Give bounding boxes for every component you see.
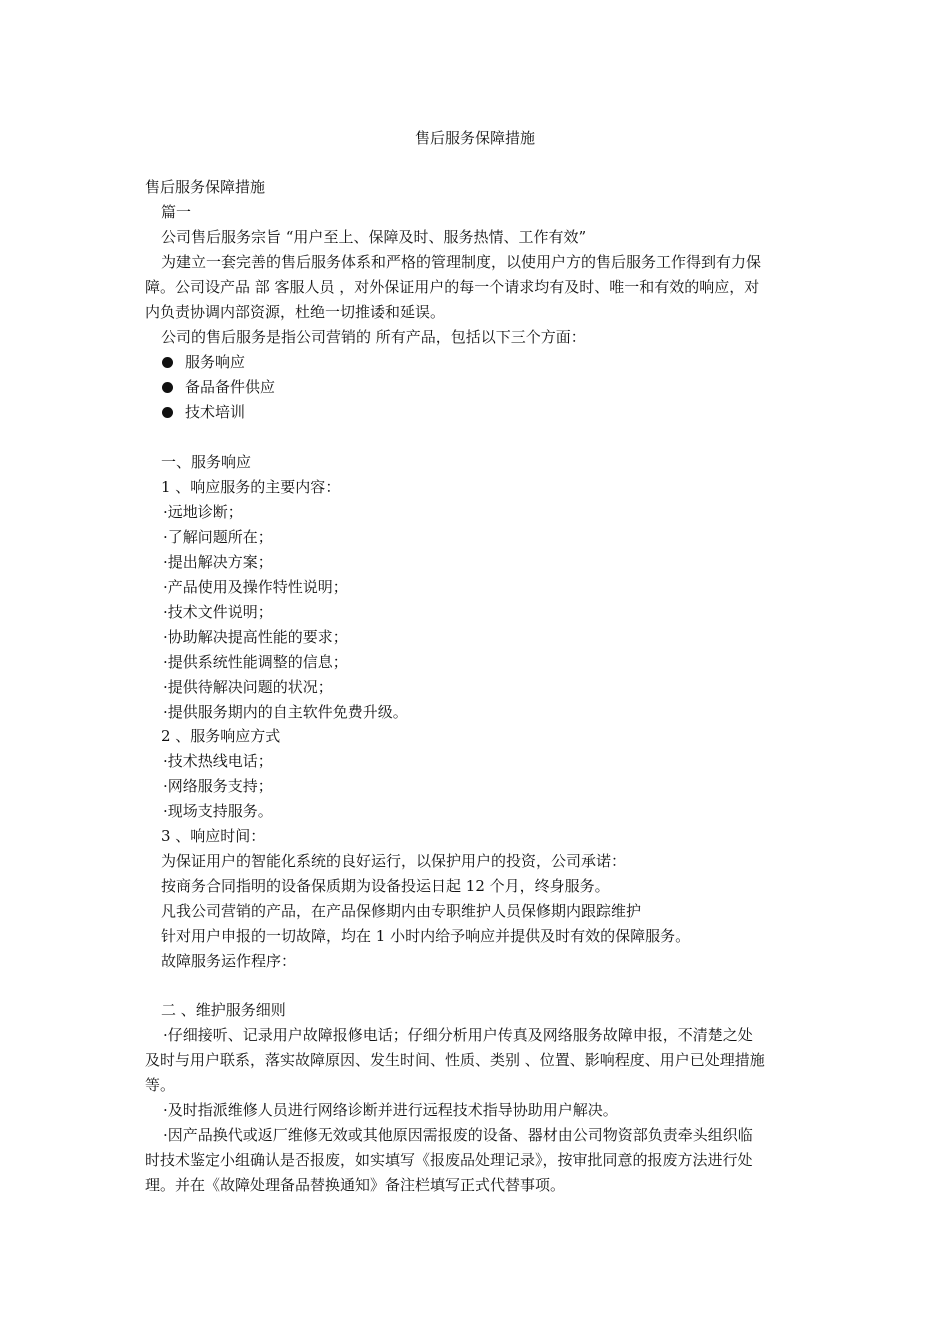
paragraph-line: 为保证用户的智能化系统的良好运行，以保护用户的投资，公司承诺：: [161, 852, 627, 870]
list-item: ·提出解决方案；: [163, 553, 273, 571]
list-item: ·产品使用及操作特性说明；: [163, 578, 348, 596]
bullet-icon: [162, 407, 173, 418]
aspect-item: [162, 352, 245, 372]
intro-line: 为建立一套完善的售后服务体系和严格的管理制度，以使用户方的售后服务工作得到有力保: [161, 253, 762, 271]
paragraph-line: 时技术鉴定小组确认是否报废，如实填写《报废品处理记录》，按审批同意的报废方法进行处: [145, 1151, 753, 1169]
paragraph-line: 按商务合同指明的设备保质期为设备投运日起 12 个月，终身服务。: [161, 877, 610, 895]
paragraph-line: 及时与用户联系，落实故障原因、发生时间、性质、类别 、位置、影响程度、用户已处理措施: [145, 1051, 765, 1069]
document-heading: 售后服务保障措施: [145, 178, 266, 196]
paragraph-line: 故障服务运作程序：: [161, 952, 297, 970]
aspect-item: [162, 402, 245, 422]
aspect-label: 备品备件供应: [185, 378, 276, 396]
subsection-title: 3 、响应时间：: [161, 827, 266, 845]
aspect-label: 服务响应: [185, 353, 246, 371]
scope-intro: 公司的售后服务是指公司营销的 所有产品，包括以下三个方面：: [161, 328, 586, 346]
paragraph-line: ·及时指派维修人员进行网络诊断并进行远程技术指导协助用户解决。: [163, 1101, 618, 1119]
paragraph-line: 凡我公司营销的产品，在产品保修期内由专职维护人员保修期内跟踪维护: [161, 902, 642, 920]
bullet-icon: [162, 357, 173, 368]
subsection-title: 1 、响应服务的主要内容：: [161, 478, 341, 496]
list-item: ·现场支持服务。: [163, 802, 273, 820]
intro-line: 障。公司设产品 部 客服人员 ，对外保证用户的每一个请求均有及时、唯一和有效的响应，对: [145, 278, 760, 296]
list-item: ·提供系统性能调整的信息；: [163, 653, 348, 671]
paragraph-line: 理。并在《故障处理备品替换通知》备注栏填写正式代替事项。: [145, 1176, 566, 1194]
list-item: ·提供服务期内的自主软件免费升级。: [163, 703, 408, 721]
list-item: ·技术热线电话；: [163, 752, 273, 770]
service-purpose: 公司售后服务宗旨 “用户至上、保障及时、服务热情、工作有效”: [161, 228, 587, 246]
subsection-title: 2 、服务响应方式: [161, 727, 281, 745]
bullet-icon: [162, 382, 173, 393]
list-item: ·了解问题所在；: [163, 528, 273, 546]
aspect-label: 技术培训: [185, 403, 246, 421]
section-2-title: 二 、维护服务细则: [161, 1001, 286, 1019]
part-label: 篇一: [161, 203, 192, 221]
paragraph-line: ·因产品换代或返厂维修无效或其他原因需报废的设备、器材由公司物资部负责牵头组织临: [163, 1126, 753, 1144]
list-item: ·远地诊断；: [163, 503, 243, 521]
list-item: ·网络服务支持；: [163, 777, 273, 795]
paragraph-line: 针对用户申报的一切故障，均在 1 小时内给予响应并提供及时有效的保障服务。: [161, 927, 691, 945]
intro-line: 内负责协调内部资源，杜绝一切推诿和延误。: [145, 303, 446, 321]
list-item: ·提供待解决问题的状况；: [163, 678, 333, 696]
list-item: ·技术文件说明；: [163, 603, 273, 621]
paragraph-line: 等。: [145, 1076, 176, 1094]
section-1-title: 一、服务响应: [161, 453, 252, 471]
paragraph-line: ·仔细接听、记录用户故障报修电话；仔细分析用户传真及网络服务故障申报，不清楚之处: [163, 1026, 753, 1044]
aspect-item: [162, 377, 275, 397]
page-title: 售后服务保障措施: [414, 129, 535, 147]
list-item: ·协助解决提高性能的要求；: [163, 628, 348, 646]
